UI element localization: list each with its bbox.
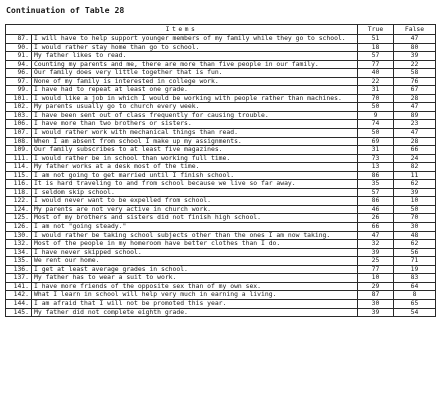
true-percent: 70 — [358, 94, 394, 103]
item-text: I am not "going steady." — [32, 223, 358, 232]
item-number: 101. — [6, 94, 32, 103]
true-percent: 31 — [358, 146, 394, 155]
table-row — [6, 282, 436, 291]
item-number: 97. — [6, 77, 32, 86]
table-row — [6, 291, 436, 300]
false-percent: 30 — [394, 223, 436, 232]
item-text: I get at least average grades in school. — [32, 265, 358, 274]
item-text: When I am absent from school I make up my assignments. — [32, 137, 358, 146]
false-percent: 22 — [394, 60, 436, 69]
item-text: Our family does very little together that is fun. — [32, 69, 358, 78]
item-text: My parents are not very active in church work. — [32, 205, 358, 214]
item-number: 125. — [6, 214, 32, 223]
item-text: I have had to repeat at least one grade. — [32, 86, 358, 95]
true-percent: 18 — [358, 43, 394, 52]
true-percent: 50 — [358, 103, 394, 112]
false-percent: 23 — [394, 120, 436, 129]
table-row — [6, 171, 436, 180]
item-number: 130. — [6, 231, 32, 240]
item-number: 126. — [6, 223, 32, 232]
true-percent: 66 — [358, 223, 394, 232]
item-text: I would never want to be expelled from school. — [32, 197, 358, 206]
table-caption: Continuation of Table 28 — [6, 5, 125, 15]
false-percent: 28 — [394, 94, 436, 103]
table-row — [6, 129, 436, 138]
item-number: 141. — [6, 282, 32, 291]
table-row — [6, 274, 436, 283]
item-number: 144. — [6, 299, 32, 308]
table-row — [6, 120, 436, 129]
false-percent: 62 — [394, 240, 436, 249]
item-text: I have more friends of the opposite sex than of my own sex. — [32, 282, 358, 291]
true-percent: 25 — [358, 257, 394, 266]
item-text: I have never skipped school. — [32, 248, 358, 257]
item-text: None of my family is interested in college work. — [32, 77, 358, 86]
item-number: 124. — [6, 205, 32, 214]
true-percent: 9 — [358, 111, 394, 120]
false-percent: 47 — [394, 103, 436, 112]
true-percent: 26 — [358, 214, 394, 223]
false-percent: 82 — [394, 163, 436, 172]
item-text: I have more than two brothers or sisters. — [32, 120, 358, 129]
true-percent: 77 — [358, 60, 394, 69]
false-percent: 71 — [394, 257, 436, 266]
table-header-row — [6, 25, 436, 35]
table-row — [6, 299, 436, 308]
item-number: 145. — [6, 308, 32, 317]
table-row — [6, 265, 436, 274]
false-percent: 56 — [394, 248, 436, 257]
item-text: What I learn in school will help very much in earning a living. — [32, 291, 358, 300]
item-text: Our family subscribes to at least five magazines. — [32, 146, 358, 155]
false-percent: 67 — [394, 86, 436, 95]
header-items: Items — [6, 25, 358, 35]
item-text: My father works at a desk most of the time. — [32, 163, 358, 172]
table-row — [6, 231, 436, 240]
item-number: 142. — [6, 291, 32, 300]
true-percent: 69 — [358, 137, 394, 146]
item-number: 106. — [6, 120, 32, 129]
item-text: I am afraid that I will not be promoted this year. — [32, 299, 358, 308]
item-number: 134. — [6, 248, 32, 257]
true-percent: 86 — [358, 197, 394, 206]
item-number: 122. — [6, 197, 32, 206]
true-percent: 86 — [358, 171, 394, 180]
item-text: My father did not complete eighth grade. — [32, 308, 358, 317]
item-number: 132. — [6, 240, 32, 249]
table-row — [6, 35, 436, 44]
item-text: I would like a job in which I would be working with people rather than machines. — [32, 94, 358, 103]
false-percent: 62 — [394, 180, 436, 189]
item-number: 114. — [6, 163, 32, 172]
table-row — [6, 188, 436, 197]
false-percent: 50 — [394, 205, 436, 214]
true-percent: 74 — [358, 120, 394, 129]
item-number: 102. — [6, 103, 32, 112]
table-row — [6, 197, 436, 206]
false-percent: 89 — [394, 111, 436, 120]
item-number: 109. — [6, 146, 32, 155]
false-percent: 66 — [394, 146, 436, 155]
item-text: I would rather work with mechanical things than read. — [32, 129, 358, 138]
table-row — [6, 308, 436, 317]
true-percent: 13 — [358, 163, 394, 172]
header-false: False — [394, 25, 436, 35]
false-percent: 39 — [394, 188, 436, 197]
table-row — [6, 86, 436, 95]
false-percent: 11 — [394, 171, 436, 180]
table-row — [6, 69, 436, 78]
item-number: 91. — [6, 52, 32, 61]
true-percent: 39 — [358, 248, 394, 257]
item-number: 107. — [6, 129, 32, 138]
table-row — [6, 154, 436, 163]
table-row — [6, 214, 436, 223]
false-percent: 24 — [394, 154, 436, 163]
item-text: My father likes to read. — [32, 52, 358, 61]
false-percent: 83 — [394, 274, 436, 283]
item-number: 87. — [6, 35, 32, 44]
item-text: I have been sent out of class frequently for causing trouble. — [32, 111, 358, 120]
item-number: 116. — [6, 180, 32, 189]
item-number: 103. — [6, 111, 32, 120]
item-number: 99. — [6, 86, 32, 95]
table-row — [6, 137, 436, 146]
item-number: 136. — [6, 265, 32, 274]
table-row — [6, 205, 436, 214]
item-text: Counting my parents and me, there are more than five people in our family. — [32, 60, 358, 69]
item-number: 115. — [6, 171, 32, 180]
false-percent: 47 — [394, 35, 436, 44]
true-percent: 39 — [358, 308, 394, 317]
table-row — [6, 77, 436, 86]
table-row — [6, 111, 436, 120]
table-row — [6, 94, 436, 103]
true-percent: 40 — [358, 69, 394, 78]
table-body — [6, 35, 436, 317]
table-row — [6, 60, 436, 69]
true-percent: 31 — [358, 86, 394, 95]
true-percent: 50 — [358, 129, 394, 138]
true-percent: 29 — [358, 282, 394, 291]
item-number: 96. — [6, 69, 32, 78]
false-percent: 54 — [394, 308, 436, 317]
false-percent: 10 — [394, 197, 436, 206]
item-number: 108. — [6, 137, 32, 146]
true-percent: 51 — [358, 35, 394, 44]
item-text: I would rather be in school than working full time. — [32, 154, 358, 163]
true-percent: 46 — [358, 205, 394, 214]
false-percent: 8 — [394, 291, 436, 300]
item-number: 118. — [6, 188, 32, 197]
false-percent: 76 — [394, 77, 436, 86]
table-row — [6, 43, 436, 52]
true-percent: 35 — [358, 180, 394, 189]
false-percent: 70 — [394, 214, 436, 223]
true-percent: 10 — [358, 274, 394, 283]
true-percent: 57 — [358, 188, 394, 197]
item-text: I would rather stay home than go to school. — [32, 43, 358, 52]
header-true: True — [358, 25, 394, 35]
table-row — [6, 146, 436, 155]
table-row — [6, 248, 436, 257]
false-percent: 48 — [394, 231, 436, 240]
items-table — [5, 24, 436, 317]
item-text: It is hard traveling to and from school because we live so far away. — [32, 180, 358, 189]
false-percent: 64 — [394, 282, 436, 291]
table-row — [6, 180, 436, 189]
item-text: We rent our home. — [32, 257, 358, 266]
true-percent: 87 — [358, 291, 394, 300]
table-row — [6, 103, 436, 112]
true-percent: 73 — [358, 154, 394, 163]
false-percent: 47 — [394, 129, 436, 138]
table-row — [6, 223, 436, 232]
item-number: 94. — [6, 60, 32, 69]
item-number: 137. — [6, 274, 32, 283]
table-row — [6, 240, 436, 249]
true-percent: 47 — [358, 231, 394, 240]
true-percent: 77 — [358, 265, 394, 274]
item-text: I seldom skip school. — [32, 188, 358, 197]
true-percent: 57 — [358, 52, 394, 61]
table-row — [6, 163, 436, 172]
false-percent: 39 — [394, 52, 436, 61]
false-percent: 65 — [394, 299, 436, 308]
item-text: Most of the people in my homeroom have better clothes than I do. — [32, 240, 358, 249]
item-text: Most of my brothers and sisters did not finish high school. — [32, 214, 358, 223]
false-percent: 58 — [394, 69, 436, 78]
false-percent: 28 — [394, 137, 436, 146]
false-percent: 80 — [394, 43, 436, 52]
item-number: 135. — [6, 257, 32, 266]
item-text: My father has to wear a suit to work. — [32, 274, 358, 283]
true-percent: 32 — [358, 240, 394, 249]
item-text: I would rather be taking school subjects other than the ones I am now taking. — [32, 231, 358, 240]
item-number: 90. — [6, 43, 32, 52]
false-percent: 19 — [394, 265, 436, 274]
true-percent: 22 — [358, 77, 394, 86]
item-number: 111. — [6, 154, 32, 163]
table-row — [6, 257, 436, 266]
item-text: I will have to help support younger members of my family while they go to school. — [32, 35, 358, 44]
true-percent: 30 — [358, 299, 394, 308]
item-text: My parents usually go to church every week. — [32, 103, 358, 112]
item-text: I am not going to get married until I finish school. — [32, 171, 358, 180]
table-row — [6, 52, 436, 61]
